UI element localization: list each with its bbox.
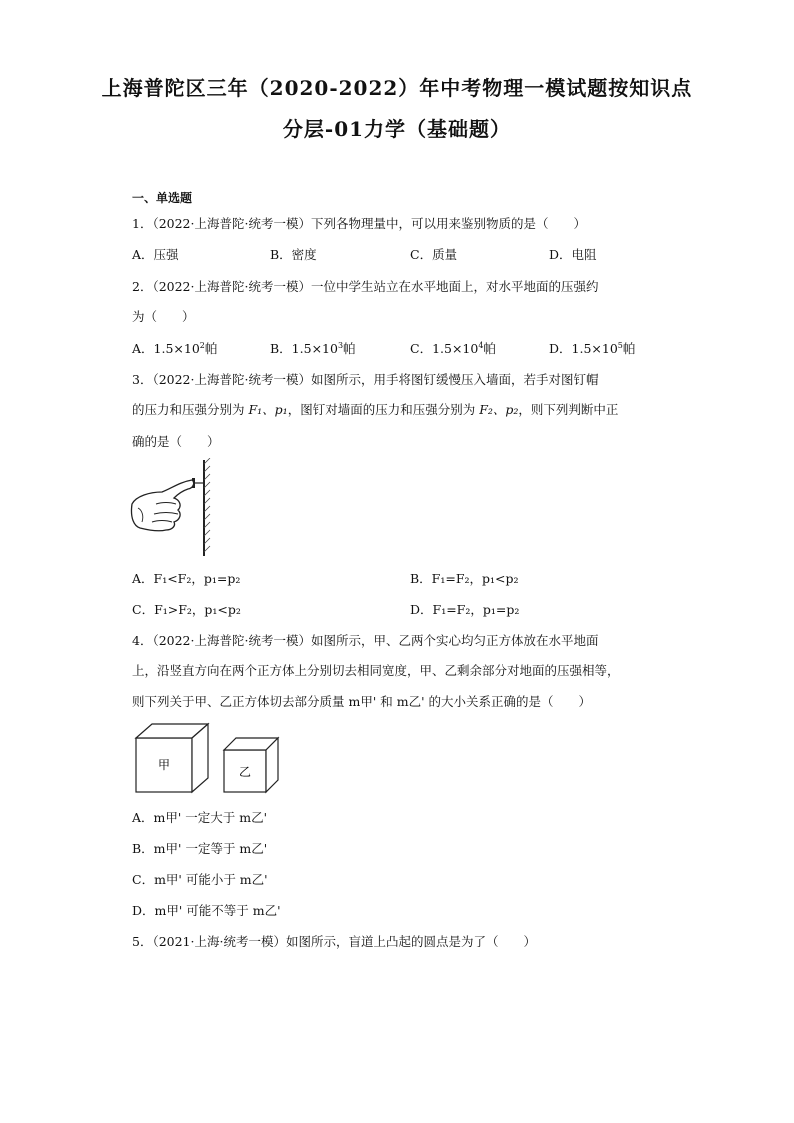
question-3-line3: 确的是（ ） [132, 434, 220, 449]
question-4-line1: 4．（2022·上海普陀·统考一模）如图所示，甲、乙两个实心均匀正方体放在水平地面 [132, 633, 599, 648]
q4-option-c: C．m甲' 可能小于 m乙' [132, 872, 268, 887]
q2-option-b: B．$1.5\times 10^3$帕 [270, 340, 356, 356]
q4-option-d: D．m甲' 可能不等于 m乙' [132, 903, 281, 918]
q3-option-a: A．F₁<F₂，p₁=p₂ [132, 571, 241, 586]
question-5: 5．（2021·上海·统考一模）如图所示，盲道上凸起的圆点是为了（ ） [132, 934, 536, 949]
hand-thumbtack-figure [128, 458, 214, 558]
question-4-line2: 上，沿竖直方向在两个正方体上分别切去相同宽度，甲、乙剩余部分对地面的压强相等， [132, 663, 620, 678]
page-title-line1: 上海普陀区三年（2020-2022）年中考物理一模试题按知识点 [101, 76, 693, 100]
q3-option-b: B．F₁=F₂，p₁<p₂ [410, 571, 519, 586]
question-3-line1: 3．（2022·上海普陀·统考一模）如图所示，用手将图钉缓慢压入墙面，若手对图钉帽 [132, 372, 599, 387]
cube-jia-label: 甲 [157, 758, 171, 772]
page-title-line2: 分层-01力学（基础题） [282, 117, 512, 141]
q1-option-a: A．压强 [132, 247, 179, 262]
q3-option-c: C．F₁>F₂，p₁<p₂ [132, 602, 241, 617]
q1-option-b: B．密度 [270, 247, 317, 262]
two-cubes-figure [132, 720, 282, 796]
q3-option-d: D．F₁=F₂，p₁=p₂ [410, 602, 520, 617]
q3-f2-symbol: F₂、p₂ [479, 402, 519, 417]
q4-option-b: B．m甲' 一定等于 m乙' [132, 841, 268, 856]
q1-option-c: C．质量 [410, 247, 458, 262]
question-3-line2: 的压力和压强分别为 F₁、p₁，图钉对墙面的压力和压强分别为 F₂、p₂，则下列判断中正 [132, 402, 619, 417]
cube-yi-label: 乙 [238, 765, 252, 779]
question-4-line3: 则下列关于甲、乙正方体切去部分质量 m甲' 和 m乙' 的大小关系正确的是（ ） [132, 694, 591, 709]
section-heading: 一、单选题 [132, 191, 193, 205]
q4-option-a: A．m甲' 一定大于 m乙' [132, 810, 268, 825]
question-2-line1: 2．（2022·上海普陀·统考一模）一位中学生站立在水平地面上，对水平地面的压强约 [132, 279, 599, 294]
cube-jia [136, 724, 208, 792]
q2-option-c: C．$1.5\times 10^4$帕 [410, 340, 496, 356]
q3-f1-symbol: F₁、p₁ [248, 402, 288, 417]
q2-option-d: D．$1.5\times 10^5$帕 [549, 340, 636, 356]
question-1: 1．（2022·上海普陀·统考一模）下列各物理量中，可以用来鉴别物质的是（ ） [132, 216, 586, 231]
q1-option-d: D．电阻 [549, 247, 597, 262]
q2-option-a: A．$1.5\times 10^2$帕 [132, 340, 218, 356]
question-2-line2: 为（ ） [132, 309, 195, 324]
